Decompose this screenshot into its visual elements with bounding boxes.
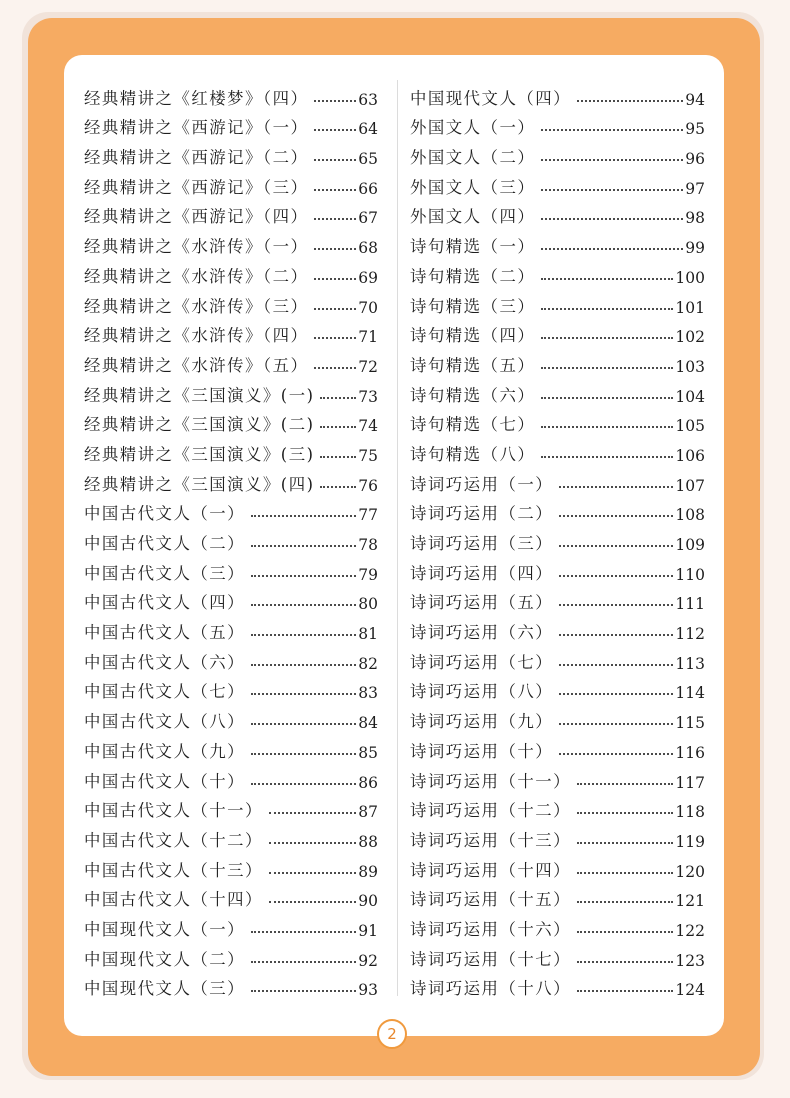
toc-entry[interactable] [84,732,378,762]
toc-entry-title: 诗词巧运用（一） [410,474,554,494]
dot-leader [251,753,356,755]
toc-entry-title: 中国古代文人（三） [84,563,246,583]
toc-entry[interactable] [410,109,705,139]
toc-entry-title: 中国古代文人（十二） [84,830,263,850]
toc-entry[interactable] [84,554,378,584]
dot-leader [314,159,356,161]
toc-entry-page: 109 [675,536,705,554]
dot-leader [559,515,673,517]
dot-leader [559,486,673,488]
toc-entry-title: 诗词巧运用（十三） [410,830,572,850]
toc-entry-page: 63 [358,90,378,109]
toc-entry-page: 93 [358,981,378,1000]
toc-entry-page: 96 [685,150,705,169]
toc-entry[interactable] [84,792,378,822]
toc-entry-page: 118 [675,803,705,822]
toc-entry-page: 113 [675,654,705,673]
toc-entry-page: 98 [685,209,705,228]
toc-entry-page: 116 [675,743,705,762]
toc-entry-title: 诗句精选（一） [410,237,536,257]
dot-leader [541,367,673,369]
toc-entry-page: 120 [675,862,705,881]
toc-entry-page: 123 [675,951,705,970]
toc-entry-title: 经典精讲之《水浒传》（一） [84,237,309,257]
toc-entry-title: 外国文人（三） [410,177,536,197]
toc-entry-page: 78 [358,536,378,554]
toc-entry-title: 中国古代文人（八） [84,712,246,732]
dot-leader [314,278,356,280]
dot-leader [577,990,673,992]
dot-leader [269,812,356,814]
dot-leader [314,218,356,220]
toc-entry-title: 中国古代文人（七） [84,682,246,702]
toc-entry-page: 66 [358,179,378,198]
toc-entry-page: 115 [675,714,705,733]
toc-entry-page: 89 [358,862,378,881]
dot-leader [541,189,683,191]
toc-entry-page: 81 [358,625,378,644]
toc-entry-page: 119 [675,832,705,851]
toc-entry-title: 中国古代文人（十） [84,771,246,791]
toc-entry-title: 中国古代文人（六） [84,652,246,672]
toc-entry[interactable] [84,109,378,139]
dot-leader [314,129,356,131]
toc-entry[interactable] [410,643,705,673]
dot-leader [559,604,673,606]
toc-entry-title: 诗词巧运用（十） [410,741,554,761]
toc-entry[interactable] [410,910,705,940]
dot-leader [577,100,683,102]
toc-entry[interactable] [410,584,705,614]
toc-entry-page: 72 [358,357,378,376]
dot-leader [320,397,356,399]
toc-entry-page: 105 [675,417,705,436]
toc-entry-title: 经典精讲之《三国演义》(三) [84,444,315,464]
dot-leader [541,248,683,250]
toc-entry-page: 64 [358,120,378,139]
toc-entry-title: 中国古代文人（十三） [84,860,263,880]
toc-entry[interactable] [410,168,705,198]
toc-entry[interactable] [410,702,705,732]
toc-entry[interactable] [84,673,378,703]
toc-entry-page: 71 [358,328,378,347]
toc-entry-title: 中国现代文人（一） [84,919,246,939]
toc-entry[interactable] [84,613,378,643]
toc-entry-title: 中国古代文人（五） [84,623,246,643]
dot-leader [314,100,356,102]
toc-entry[interactable] [84,524,378,554]
dot-leader [541,397,673,399]
toc-entry[interactable] [410,524,705,554]
toc-entry-title: 诗句精选（四） [410,326,536,346]
toc-entry[interactable] [84,257,378,287]
dot-leader [541,129,683,131]
toc-entry[interactable] [410,406,705,436]
dot-leader [541,337,673,339]
toc-entry-title: 诗句精选（二） [410,266,536,286]
toc-entry[interactable] [410,732,705,762]
toc-entry-title: 经典精讲之《三国演义》(四) [84,474,315,494]
toc-entry[interactable] [410,495,705,525]
toc-entry-title: 经典精讲之《红楼梦》（四） [84,88,309,108]
toc-entry[interactable] [410,317,705,347]
toc-entry-page: 69 [358,268,378,287]
toc-entry-title: 诗词巧运用（十一） [410,771,572,791]
toc-entry-title: 诗词巧运用（五） [410,593,554,613]
toc-entry-page: 101 [675,298,705,317]
toc-entry-title: 中国古代文人（一） [84,504,246,524]
dot-leader [559,545,673,547]
dot-leader [559,723,673,725]
dot-leader [559,634,673,636]
dot-leader [251,723,356,725]
dot-leader [559,753,673,755]
toc-entry-page: 75 [358,446,378,465]
toc-entry[interactable] [410,940,705,970]
toc-entry-title: 经典精讲之《西游记》（二） [84,148,309,168]
toc-entry-page: 88 [358,832,378,851]
toc-entry-title: 经典精讲之《西游记》（三） [84,177,309,197]
toc-right-column [410,79,705,999]
toc-entry[interactable] [410,376,705,406]
toc-entry-title: 诗词巧运用（四） [410,563,554,583]
dot-leader [577,842,673,844]
toc-entry[interactable] [410,821,705,851]
toc-entry-title: 经典精讲之《水浒传》（五） [84,355,309,375]
toc-entry-page: 110 [675,565,705,584]
toc-entry-title: 诗词巧运用（九） [410,712,554,732]
toc-entry-page: 77 [358,506,378,525]
toc-entry-page: 67 [358,209,378,228]
dot-leader [251,693,356,695]
dot-leader [541,278,673,280]
toc-entry[interactable] [84,79,378,109]
toc-entry-title: 诗句精选（三） [410,296,536,316]
dot-leader [559,664,673,666]
toc-entry-title: 中国现代文人（四） [410,88,572,108]
toc-entry[interactable] [84,881,378,911]
toc-entry[interactable] [84,227,378,257]
toc-entry[interactable] [84,465,378,495]
toc-entry[interactable] [410,970,705,1000]
dot-leader [314,248,356,250]
toc-entry-page: 103 [675,357,705,376]
toc-entry-page: 87 [358,803,378,822]
toc-entry[interactable] [410,257,705,287]
toc-entry-title: 中国古代文人（四） [84,593,246,613]
dot-leader [251,634,356,636]
toc-entry-page: 65 [358,150,378,169]
toc-entry-title: 诗词巧运用（七） [410,652,554,672]
toc-entry-page: 111 [675,595,705,614]
toc-entry-title: 诗词巧运用（十四） [410,860,572,880]
dot-leader [251,664,356,666]
toc-entry-title: 诗词巧运用（十二） [410,801,572,821]
toc-entry-page: 76 [358,476,378,495]
toc-entry-title: 诗词巧运用（八） [410,682,554,702]
toc-entry[interactable] [410,673,705,703]
dot-leader [251,961,356,963]
toc-entry-title: 经典精讲之《水浒传》（四） [84,326,309,346]
toc-entry-title: 外国文人（一） [410,118,536,138]
toc-entry[interactable] [84,317,378,347]
dot-leader [251,604,356,606]
toc-entry-page: 86 [358,773,378,792]
toc-entry-title: 中国古代文人（二） [84,534,246,553]
dot-leader [577,901,673,903]
dot-leader [577,931,673,933]
toc-entry[interactable] [410,346,705,376]
toc-entry-title: 中国现代文人（二） [84,949,246,969]
toc-entry-title: 中国现代文人（三） [84,979,246,999]
toc-entry[interactable] [84,821,378,851]
toc-entry-page: 74 [358,417,378,436]
toc-entry[interactable] [410,792,705,822]
dot-leader [251,575,356,577]
toc-entry-page: 97 [685,179,705,198]
toc-entry[interactable] [410,79,705,109]
toc-entry-page: 95 [685,120,705,139]
toc-entry[interactable] [410,881,705,911]
toc-entry[interactable] [84,702,378,732]
toc-entry-title: 诗句精选（七） [410,415,536,435]
toc-entry[interactable] [84,168,378,198]
toc-entry-page: 108 [675,506,705,525]
toc-entry-page: 122 [675,921,705,940]
toc-entry-title: 诗词巧运用（十六） [410,919,572,939]
toc-entry-page: 112 [675,625,705,644]
dot-leader [577,872,673,874]
toc-entry[interactable] [410,762,705,792]
toc-entry-page: 104 [675,387,705,406]
toc-entry[interactable] [84,851,378,881]
column-divider [397,80,398,996]
toc-entry-title: 中国古代文人（十四） [84,890,263,910]
dot-leader [541,308,673,310]
toc-entry[interactable] [410,287,705,317]
toc-entry-title: 诗句精选（五） [410,355,536,375]
dot-leader [269,872,356,874]
toc-entry[interactable] [84,376,378,406]
toc-entry-title: 诗词巧运用（三） [410,534,554,553]
dot-leader [314,337,356,339]
toc-entry-page: 73 [358,387,378,406]
toc-entry-title: 经典精讲之《三国演义》(二) [84,415,315,435]
toc-entry[interactable] [410,465,705,495]
toc-entry-title: 诗词巧运用（二） [410,504,554,524]
toc-entry[interactable] [410,613,705,643]
dot-leader [541,159,683,161]
toc-entry-page: 80 [358,595,378,614]
toc-entry-page: 84 [358,714,378,733]
toc-entry-page: 102 [675,328,705,347]
dot-leader [320,426,356,428]
dot-leader [577,783,673,785]
toc-entry-page: 83 [358,684,378,703]
toc-entry[interactable] [410,138,705,168]
toc-entry-page: 124 [675,981,705,1000]
toc-entry-page: 70 [358,298,378,317]
toc-entry-page: 82 [358,654,378,673]
toc-entry-title: 诗词巧运用（十五） [410,890,572,910]
toc-entry[interactable] [410,554,705,584]
toc-entry[interactable] [84,910,378,940]
toc-entry-page: 99 [685,239,705,258]
toc-entry-title: 经典精讲之《水浒传》（三） [84,296,309,316]
toc-entry-page: 90 [358,892,378,911]
toc-entry[interactable] [84,346,378,376]
toc-entry-title: 经典精讲之《西游记》（一） [84,118,309,138]
toc-entry-page: 106 [675,446,705,465]
dot-leader [541,218,683,220]
toc-entry-page: 85 [358,743,378,762]
dot-leader [559,575,673,577]
toc-entry[interactable] [84,970,378,1000]
toc-entry[interactable] [84,762,378,792]
toc-entry-title: 诗句精选（六） [410,385,536,405]
toc-entry[interactable] [410,198,705,228]
toc-entry-title: 中国古代文人（十一） [84,801,263,821]
toc-entry-page: 68 [358,239,378,258]
toc-entry-page: 94 [685,90,705,109]
toc-entry[interactable] [84,495,378,525]
toc-entry-page: 117 [675,773,705,792]
dot-leader [559,693,673,695]
toc-entry-page: 114 [675,684,705,703]
toc-entry-title: 诗词巧运用（六） [410,623,554,643]
dot-leader [251,931,356,933]
toc-entry[interactable] [84,406,378,436]
toc-entry-title: 诗词巧运用（十七） [410,949,572,969]
toc-entry[interactable] [84,435,378,465]
toc-entry[interactable] [84,940,378,970]
toc-entry-page: 79 [358,565,378,584]
toc-entry-title: 外国文人（二） [410,148,536,168]
toc-entry[interactable] [410,435,705,465]
dot-leader [269,842,356,844]
toc-entry-title: 中国古代文人（九） [84,741,246,761]
dot-leader [251,783,356,785]
toc-entry-page: 100 [675,268,705,287]
toc-entry-title: 经典精讲之《西游记》（四） [84,207,309,227]
toc-entry-title: 诗词巧运用（十八） [410,979,572,999]
dot-leader [251,515,356,517]
dot-leader [320,486,356,488]
toc-entry-title: 诗句精选（八） [410,444,536,464]
dot-leader [314,189,356,191]
dot-leader [577,812,673,814]
page-number-badge: 2 [377,1019,407,1049]
toc-entry[interactable] [84,287,378,317]
dot-leader [541,456,673,458]
toc-entry[interactable] [410,227,705,257]
toc-entry-page: 121 [675,892,705,911]
toc-entry[interactable] [84,198,378,228]
dot-leader [577,961,673,963]
toc-entry[interactable] [84,138,378,168]
toc-left-column [84,79,378,999]
toc-entry-page: 92 [358,951,378,970]
toc-entry[interactable] [410,851,705,881]
dot-leader [251,990,356,992]
dot-leader [314,367,356,369]
dot-leader [251,545,356,547]
dot-leader [320,456,356,458]
dot-leader [541,426,673,428]
toc-entry-page: 91 [358,921,378,940]
toc-entry[interactable] [84,584,378,614]
toc-entry-title: 经典精讲之《三国演义》(一) [84,385,315,405]
toc-entry-page: 107 [675,476,705,495]
toc-entry-title: 经典精讲之《水浒传》（二） [84,266,309,286]
toc-entry[interactable] [84,643,378,673]
toc-entry-title: 外国文人（四） [410,207,536,227]
dot-leader [314,308,356,310]
dot-leader [269,901,356,903]
